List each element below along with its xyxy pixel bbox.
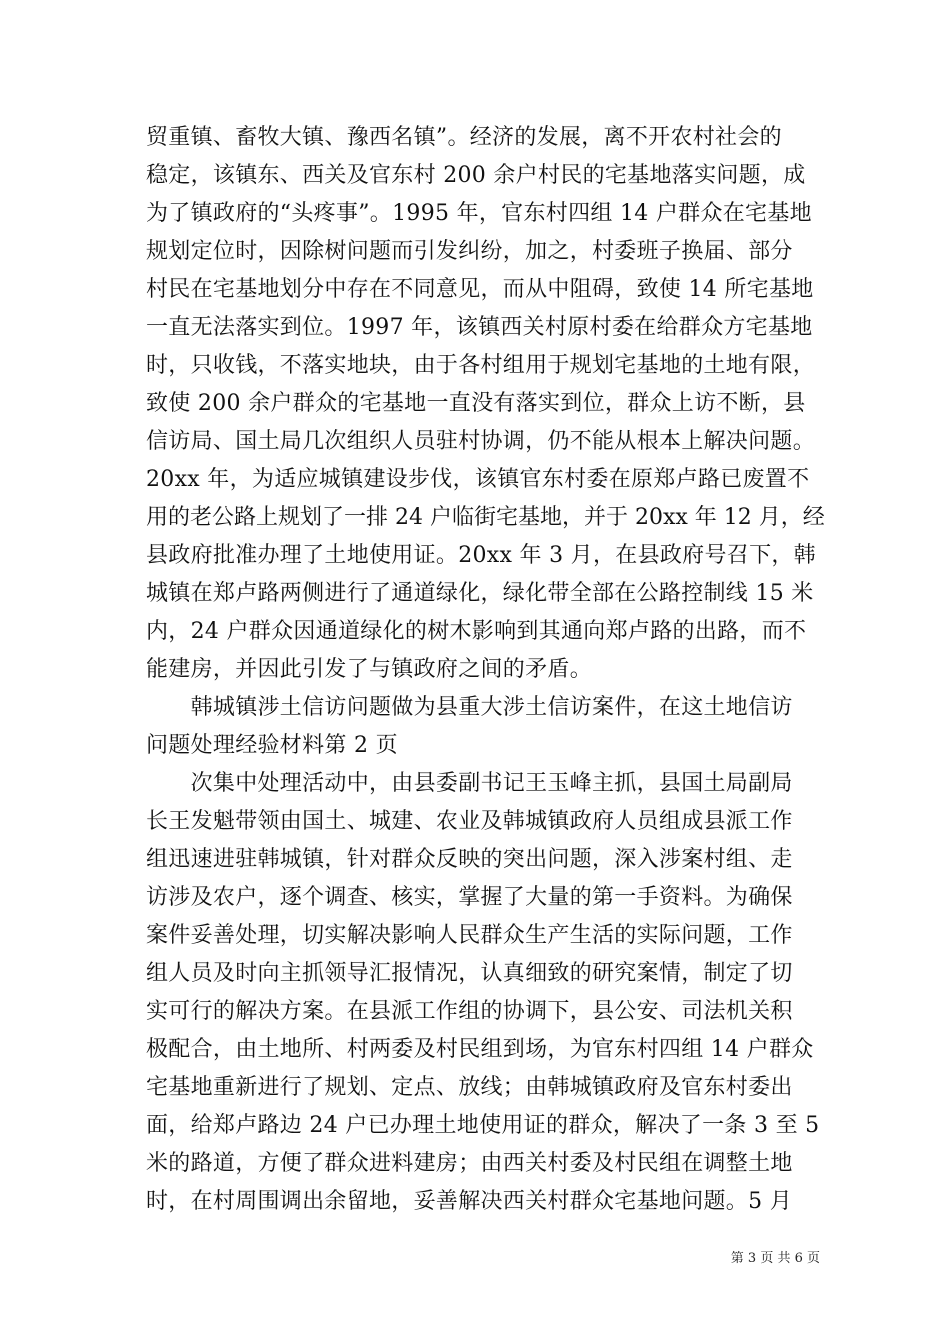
text-line: 贸重镇、畜牧大镇、豫西名镇”。经济的发展，离不开农村社会的 <box>146 125 782 150</box>
text-line: 20xx 年，为适应城镇建设步伐，该镇官东村委在原郑卢路已废置不 <box>146 467 810 492</box>
text-line: 米的路道，方便了群众进料建房；由西关村委及村民组在调整土地 <box>146 1151 793 1176</box>
text-line: 为了镇政府的“头疼事”。1995 年，官东村四组 14 户群众在宅基地 <box>146 201 812 226</box>
text-line: 实可行的解决方案。在县派工作组的协调下，县公安、司法机关积 <box>146 999 793 1024</box>
text-line: 面，给郑卢路边 24 户已办理土地使用证的群众，解决了一条 3 至 5 <box>146 1113 820 1138</box>
text-line: 时，只收钱，不落实地块，由于各村组用于规划宅基地的土地有限， <box>146 353 816 378</box>
text-line: 信访局、国土局几次组织人员驻村协调，仍不能从根本上解决问题。 <box>146 429 816 454</box>
text-line: 县政府批准办理了土地使用证。20xx 年 3 月，在县政府号召下，韩 <box>146 543 816 568</box>
text-line: 问题处理经验材料第 2 页 <box>146 733 398 758</box>
text-line: 城镇在郑卢路两侧进行了通道绿化，绿化带全部在公路控制线 15 米 <box>146 581 814 606</box>
text-line: 组人员及时向主抓领导汇报情况，认真细致的研究案情，制定了切 <box>146 961 793 986</box>
text-line: 时，在村周围调出余留地，妥善解决西关村群众宅基地问题。5 月 <box>146 1189 792 1214</box>
text-line: 宅基地重新进行了规划、定点、放线；由韩城镇政府及官东村委出 <box>146 1075 793 1100</box>
text-line: 致使 200 余户群众的宅基地一直没有落实到位，群众上访不断，县 <box>146 391 806 416</box>
text-line: 一直无法落实到位。1997 年，该镇西关村原村委在给群众方宅基地 <box>146 315 813 340</box>
text-line: 次集中处理活动中，由县委副书记王玉峰主抓，县国土局副局 <box>146 771 793 796</box>
text-line: 访涉及农户，逐个调查、核实，掌握了大量的第一手资料。为确保 <box>146 885 793 910</box>
text-line: 内，24 户群众因通道绿化的树木影响到其通向郑卢路的出路，而不 <box>146 619 807 644</box>
text-line: 案件妥善处理，切实解决影响人民群众生产生活的实际问题，工作 <box>146 923 793 948</box>
text-line: 规划定位时，因除树问题而引发纠纷，加之，村委班子换届、部分 <box>146 239 793 264</box>
text-line: 长王发魁带领由国土、城建、农业及韩城镇政府人员组成县派工作 <box>146 809 793 834</box>
text-line: 极配合，由土地所、村两委及村民组到场，为官东村四组 14 户群众 <box>146 1037 814 1062</box>
text-line: 组迅速进驻韩城镇，针对群众反映的突出问题，深入涉案村组、走 <box>146 847 793 872</box>
text-line: 用的老公路上规划了一排 24 户临街宅基地，并于 20xx 年 12 月，经 <box>146 505 825 530</box>
text-line: 能建房，并因此引发了与镇政府之间的矛盾。 <box>146 657 593 682</box>
text-line: 韩城镇涉土信访问题做为县重大涉土信访案件，在这土地信访 <box>146 695 793 720</box>
page-number-footer: 第 3 页 共 6 页 <box>730 1251 820 1266</box>
text-line: 稳定，该镇东、西关及官东村 200 余户村民的宅基地落实问题，成 <box>146 163 806 188</box>
text-line: 村民在宅基地划分中存在不同意见，而从中阻碍，致使 14 所宅基地 <box>146 277 814 302</box>
